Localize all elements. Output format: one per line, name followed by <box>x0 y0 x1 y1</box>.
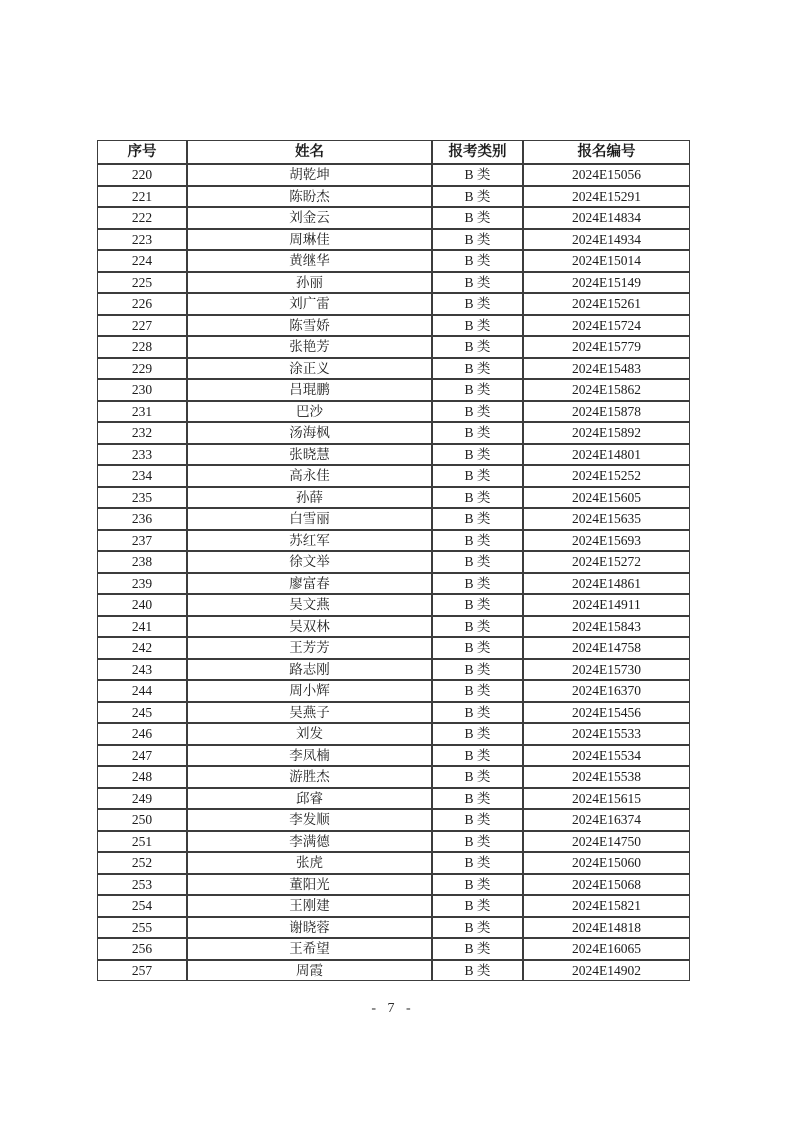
cell-exam-category: B 类 <box>432 487 523 509</box>
cell-name: 白雪丽 <box>187 508 432 530</box>
table-row <box>97 917 690 939</box>
cell-name: 张虎 <box>187 852 432 874</box>
cell-serial-number: 253 <box>97 874 187 896</box>
cell-name: 周霞 <box>187 960 432 982</box>
cell-registration-number: 2024E15779 <box>523 336 690 358</box>
cell-exam-category: B 类 <box>432 788 523 810</box>
cell-registration-number: 2024E15014 <box>523 250 690 272</box>
cell-name: 李凤楠 <box>187 745 432 767</box>
cell-serial-number: 249 <box>97 788 187 810</box>
table-row <box>97 272 690 294</box>
cell-serial-number: 222 <box>97 207 187 229</box>
cell-registration-number: 2024E15060 <box>523 852 690 874</box>
cell-serial-number: 235 <box>97 487 187 509</box>
cell-exam-category: B 类 <box>432 680 523 702</box>
cell-serial-number: 256 <box>97 938 187 960</box>
cell-registration-number: 2024E15291 <box>523 186 690 208</box>
cell-name: 董阳光 <box>187 874 432 896</box>
cell-name: 徐文举 <box>187 551 432 573</box>
page-number: - 7 - <box>371 1001 415 1016</box>
header-registration-number: 报名编号 <box>523 140 690 164</box>
cell-exam-category: B 类 <box>432 766 523 788</box>
cell-serial-number: 244 <box>97 680 187 702</box>
cell-registration-number: 2024E16370 <box>523 680 690 702</box>
cell-name: 李满德 <box>187 831 432 853</box>
table-row <box>97 444 690 466</box>
cell-exam-category: B 类 <box>432 960 523 982</box>
cell-exam-category: B 类 <box>432 164 523 186</box>
table-row <box>97 336 690 358</box>
header-name: 姓名 <box>187 140 432 164</box>
cell-serial-number: 242 <box>97 637 187 659</box>
cell-name: 吕琨鹏 <box>187 379 432 401</box>
table-row <box>97 508 690 530</box>
cell-serial-number: 252 <box>97 852 187 874</box>
cell-serial-number: 238 <box>97 551 187 573</box>
table-row <box>97 659 690 681</box>
cell-name: 孙丽 <box>187 272 432 294</box>
cell-exam-category: B 类 <box>432 250 523 272</box>
cell-serial-number: 240 <box>97 594 187 616</box>
cell-name: 巴沙 <box>187 401 432 423</box>
table-body <box>97 164 690 981</box>
cell-registration-number: 2024E14911 <box>523 594 690 616</box>
cell-serial-number: 221 <box>97 186 187 208</box>
cell-registration-number: 2024E15252 <box>523 465 690 487</box>
cell-exam-category: B 类 <box>432 874 523 896</box>
cell-serial-number: 231 <box>97 401 187 423</box>
cell-serial-number: 229 <box>97 358 187 380</box>
cell-serial-number: 254 <box>97 895 187 917</box>
cell-name: 刘发 <box>187 723 432 745</box>
cell-serial-number: 255 <box>97 917 187 939</box>
table-row <box>97 530 690 552</box>
cell-registration-number: 2024E14818 <box>523 917 690 939</box>
table-row <box>97 229 690 251</box>
cell-exam-category: B 类 <box>432 723 523 745</box>
cell-name: 游胜杰 <box>187 766 432 788</box>
cell-registration-number: 2024E15068 <box>523 874 690 896</box>
table-row <box>97 809 690 831</box>
cell-exam-category: B 类 <box>432 594 523 616</box>
cell-name: 高永佳 <box>187 465 432 487</box>
cell-serial-number: 247 <box>97 745 187 767</box>
cell-registration-number: 2024E15483 <box>523 358 690 380</box>
cell-exam-category: B 类 <box>432 207 523 229</box>
table-row <box>97 616 690 638</box>
table-row <box>97 594 690 616</box>
table-row <box>97 680 690 702</box>
table-row <box>97 186 690 208</box>
cell-name: 刘金云 <box>187 207 432 229</box>
cell-exam-category: B 类 <box>432 831 523 853</box>
table-row <box>97 895 690 917</box>
cell-exam-category: B 类 <box>432 938 523 960</box>
cell-registration-number: 2024E15615 <box>523 788 690 810</box>
cell-name: 张艳芳 <box>187 336 432 358</box>
cell-name: 涂正义 <box>187 358 432 380</box>
cell-exam-category: B 类 <box>432 809 523 831</box>
table-row <box>97 723 690 745</box>
header-serial-number: 序号 <box>97 140 187 164</box>
table-row <box>97 637 690 659</box>
cell-name: 邱睿 <box>187 788 432 810</box>
cell-exam-category: B 类 <box>432 422 523 444</box>
cell-registration-number: 2024E15892 <box>523 422 690 444</box>
cell-registration-number: 2024E15635 <box>523 508 690 530</box>
cell-serial-number: 236 <box>97 508 187 530</box>
cell-serial-number: 234 <box>97 465 187 487</box>
cell-registration-number: 2024E14902 <box>523 960 690 982</box>
cell-registration-number: 2024E15862 <box>523 379 690 401</box>
table-row <box>97 315 690 337</box>
table-row <box>97 831 690 853</box>
cell-serial-number: 250 <box>97 809 187 831</box>
cell-registration-number: 2024E15724 <box>523 315 690 337</box>
cell-name: 王刚建 <box>187 895 432 917</box>
cell-serial-number: 227 <box>97 315 187 337</box>
table-row <box>97 573 690 595</box>
table-row <box>97 293 690 315</box>
cell-registration-number: 2024E15821 <box>523 895 690 917</box>
cell-exam-category: B 类 <box>432 358 523 380</box>
table-header-row <box>97 140 690 164</box>
cell-name: 胡乾坤 <box>187 164 432 186</box>
cell-registration-number: 2024E14758 <box>523 637 690 659</box>
cell-registration-number: 2024E15538 <box>523 766 690 788</box>
table-row <box>97 422 690 444</box>
table-row <box>97 401 690 423</box>
cell-serial-number: 225 <box>97 272 187 294</box>
cell-registration-number: 2024E16065 <box>523 938 690 960</box>
cell-registration-number: 2024E15730 <box>523 659 690 681</box>
cell-serial-number: 237 <box>97 530 187 552</box>
table-row <box>97 702 690 724</box>
table-row <box>97 745 690 767</box>
cell-serial-number: 220 <box>97 164 187 186</box>
cell-exam-category: B 类 <box>432 702 523 724</box>
table-row <box>97 788 690 810</box>
cell-name: 苏红军 <box>187 530 432 552</box>
cell-registration-number: 2024E14861 <box>523 573 690 595</box>
cell-serial-number: 241 <box>97 616 187 638</box>
cell-registration-number: 2024E14801 <box>523 444 690 466</box>
cell-serial-number: 239 <box>97 573 187 595</box>
cell-exam-category: B 类 <box>432 508 523 530</box>
cell-exam-category: B 类 <box>432 745 523 767</box>
cell-name: 陈雪娇 <box>187 315 432 337</box>
cell-exam-category: B 类 <box>432 551 523 573</box>
cell-registration-number: 2024E15605 <box>523 487 690 509</box>
cell-registration-number: 2024E15693 <box>523 530 690 552</box>
cell-serial-number: 233 <box>97 444 187 466</box>
cell-serial-number: 257 <box>97 960 187 982</box>
cell-registration-number: 2024E14834 <box>523 207 690 229</box>
cell-name: 汤海枫 <box>187 422 432 444</box>
cell-exam-category: B 类 <box>432 272 523 294</box>
table-row <box>97 164 690 186</box>
cell-registration-number: 2024E15843 <box>523 616 690 638</box>
registration-table <box>97 140 690 981</box>
table-row <box>97 766 690 788</box>
cell-name: 谢晓蓉 <box>187 917 432 939</box>
table-row <box>97 852 690 874</box>
cell-registration-number: 2024E15261 <box>523 293 690 315</box>
cell-name: 吴双林 <box>187 616 432 638</box>
cell-serial-number: 223 <box>97 229 187 251</box>
table-row <box>97 207 690 229</box>
cell-serial-number: 228 <box>97 336 187 358</box>
cell-name: 张晓慧 <box>187 444 432 466</box>
header-exam-category: 报考类别 <box>432 140 523 164</box>
cell-serial-number: 251 <box>97 831 187 853</box>
cell-name: 周小辉 <box>187 680 432 702</box>
cell-exam-category: B 类 <box>432 637 523 659</box>
cell-serial-number: 226 <box>97 293 187 315</box>
cell-exam-category: B 类 <box>432 659 523 681</box>
cell-name: 陈盼杰 <box>187 186 432 208</box>
cell-exam-category: B 类 <box>432 616 523 638</box>
cell-registration-number: 2024E15056 <box>523 164 690 186</box>
table-row <box>97 465 690 487</box>
cell-registration-number: 2024E15878 <box>523 401 690 423</box>
cell-serial-number: 232 <box>97 422 187 444</box>
cell-registration-number: 2024E14750 <box>523 831 690 853</box>
cell-exam-category: B 类 <box>432 229 523 251</box>
table-row <box>97 250 690 272</box>
cell-exam-category: B 类 <box>432 336 523 358</box>
cell-registration-number: 2024E14934 <box>523 229 690 251</box>
table-row <box>97 551 690 573</box>
cell-exam-category: B 类 <box>432 444 523 466</box>
cell-exam-category: B 类 <box>432 852 523 874</box>
table-row <box>97 487 690 509</box>
cell-name: 吴文燕 <box>187 594 432 616</box>
cell-registration-number: 2024E16374 <box>523 809 690 831</box>
cell-exam-category: B 类 <box>432 293 523 315</box>
cell-name: 王希望 <box>187 938 432 960</box>
cell-name: 孙薛 <box>187 487 432 509</box>
cell-exam-category: B 类 <box>432 186 523 208</box>
cell-name: 刘广雷 <box>187 293 432 315</box>
cell-exam-category: B 类 <box>432 401 523 423</box>
cell-exam-category: B 类 <box>432 573 523 595</box>
cell-exam-category: B 类 <box>432 465 523 487</box>
table-row <box>97 960 690 982</box>
cell-serial-number: 230 <box>97 379 187 401</box>
cell-exam-category: B 类 <box>432 315 523 337</box>
cell-registration-number: 2024E15149 <box>523 272 690 294</box>
cell-name: 廖富春 <box>187 573 432 595</box>
cell-name: 李发顺 <box>187 809 432 831</box>
cell-name: 路志刚 <box>187 659 432 681</box>
cell-serial-number: 243 <box>97 659 187 681</box>
table-row <box>97 358 690 380</box>
cell-serial-number: 224 <box>97 250 187 272</box>
cell-serial-number: 245 <box>97 702 187 724</box>
cell-exam-category: B 类 <box>432 379 523 401</box>
cell-name: 周琳佳 <box>187 229 432 251</box>
cell-exam-category: B 类 <box>432 917 523 939</box>
table-row <box>97 379 690 401</box>
cell-registration-number: 2024E15534 <box>523 745 690 767</box>
cell-name: 黄继华 <box>187 250 432 272</box>
cell-exam-category: B 类 <box>432 895 523 917</box>
cell-registration-number: 2024E15533 <box>523 723 690 745</box>
cell-name: 王芳芳 <box>187 637 432 659</box>
table-row <box>97 874 690 896</box>
cell-registration-number: 2024E15272 <box>523 551 690 573</box>
cell-exam-category: B 类 <box>432 530 523 552</box>
cell-serial-number: 246 <box>97 723 187 745</box>
cell-registration-number: 2024E15456 <box>523 702 690 724</box>
table-row <box>97 938 690 960</box>
cell-name: 吴燕子 <box>187 702 432 724</box>
cell-serial-number: 248 <box>97 766 187 788</box>
